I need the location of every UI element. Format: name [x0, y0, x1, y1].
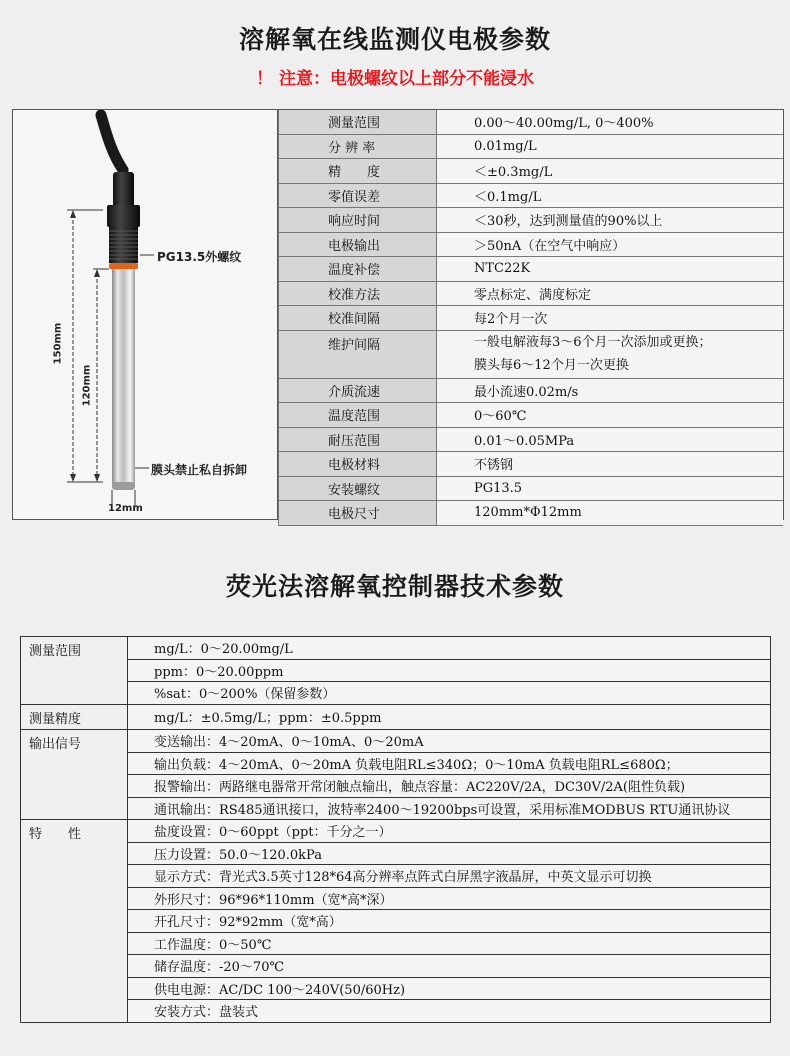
electrode-spec-panel	[12, 109, 784, 523]
spec-value: 显示方式：背光式3.5英寸128*64高分辨率点阵式白屏黑字液晶屏，中英文显示可切换	[128, 865, 771, 888]
param-value: 0.01～0.05MPa	[437, 427, 784, 452]
spec-value: 盐度设置：0～60ppt（ppt：千分之一）	[128, 820, 771, 843]
param-label: 测量范围	[279, 110, 437, 134]
param-value: ＞50nA（在空气中响应）	[437, 232, 784, 257]
param-label: 安装螺纹	[279, 476, 437, 501]
param-label: 温度范围	[279, 403, 437, 428]
table-row	[279, 159, 784, 184]
dim-total-label: 150mm	[52, 322, 64, 365]
table-row	[279, 306, 784, 331]
spec-value: 变送输出：4～20mA、0～10mA、0～20mA	[128, 730, 771, 753]
table-row	[21, 865, 771, 888]
table-row	[279, 378, 784, 403]
controller-title: 荧光法溶解氧控制器技术参数	[225, 572, 564, 601]
group-label: 测量精度	[21, 704, 128, 730]
table-row	[279, 501, 784, 526]
spec-value: 外形尺寸：96*96*110mm（宽*高*深）	[128, 887, 771, 910]
param-label: 零值误差	[279, 183, 437, 208]
spec-value: mg/L：0～20.00mg/L	[128, 637, 771, 660]
param-label: 介质流速	[279, 378, 437, 403]
spec-value: 储存温度：-20～70℃	[128, 955, 771, 978]
group-label: 特 性	[21, 820, 128, 1023]
spec-value: 压力设置：50.0～120.0kPa	[128, 842, 771, 865]
param-value: PG13.5	[437, 476, 784, 501]
table-row	[21, 842, 771, 865]
group-label: 测量范围	[21, 637, 128, 705]
param-value: ＜±0.3mg/L	[437, 159, 784, 184]
param-value: 不锈钢	[437, 452, 784, 477]
table-row	[21, 910, 771, 933]
param-label: 分 辨 率	[279, 134, 437, 159]
controller-params-table	[20, 636, 771, 1023]
spec-value: %sat：0～200%（保留参数）	[128, 682, 771, 705]
probe-drawing	[13, 110, 277, 519]
param-value: 每2个月一次	[437, 306, 784, 331]
table-row	[21, 704, 771, 730]
table-row	[279, 427, 784, 452]
table-row	[279, 403, 784, 428]
param-value: 0～60℃	[437, 403, 784, 428]
table-row	[279, 110, 784, 134]
membrane-label: 膜头禁止私自拆卸	[151, 463, 248, 477]
param-value-line: 膜头每6～12个月一次更换	[474, 358, 629, 373]
table-row	[21, 637, 771, 660]
table-row	[279, 281, 784, 306]
spec-value: mg/L：±0.5mg/L；ppm：±0.5ppm	[128, 704, 771, 730]
param-value: 120mm*Φ12mm	[437, 501, 784, 526]
thread-label: PG13.5外螺纹	[157, 250, 242, 264]
spec-value: 通讯输出：RS485通讯接口，波特率2400～19200bps可设置，采用标准MODBUS RTU通讯协议	[128, 797, 771, 820]
param-value	[437, 330, 784, 378]
table-row	[279, 476, 784, 501]
param-value: 零点标定、满度标定	[437, 281, 784, 306]
param-label: 响应时间	[279, 208, 437, 233]
param-value: 0.00～40.00mg/L, 0～400%	[437, 110, 784, 134]
warning-text: ！ 注意：电极螺纹以上部分不能浸水	[256, 69, 534, 89]
table-row	[279, 183, 784, 208]
param-label: 精 度	[279, 159, 437, 184]
table-row	[21, 730, 771, 753]
electrode-params-table	[278, 110, 783, 526]
param-label: 校准间隔	[279, 306, 437, 331]
dim-diameter-label: 12mm	[108, 503, 143, 514]
dim-body-label: 120mm	[81, 364, 93, 407]
table-row	[21, 955, 771, 978]
table-row	[279, 232, 784, 257]
spec-value: 供电电源：AC/DC 100～240V(50/60Hz)	[128, 977, 771, 1000]
param-value: ＜0.1mg/L	[437, 183, 784, 208]
page-title: 溶解氧在线监测仪电极参数	[238, 25, 551, 54]
table-row	[279, 452, 784, 477]
param-label: 电极材料	[279, 452, 437, 477]
table-row	[279, 208, 784, 233]
table-row	[21, 932, 771, 955]
group-label: 输出信号	[21, 730, 128, 820]
param-value: 0.01mg/L	[437, 134, 784, 159]
table-row	[279, 134, 784, 159]
table-row	[21, 977, 771, 1000]
param-label: 电极尺寸	[279, 501, 437, 526]
param-label: 电极输出	[279, 232, 437, 257]
spec-value: 工作温度：0～50℃	[128, 932, 771, 955]
table-row	[21, 820, 771, 843]
table-row	[21, 659, 771, 682]
spec-value: 开孔尺寸：92*92mm（宽*高）	[128, 910, 771, 933]
table-row	[21, 775, 771, 798]
param-value-line: 一般电解液每3～6个月一次添加或更换；	[474, 335, 712, 350]
param-label: 维护间隔	[279, 330, 437, 378]
table-row	[21, 752, 771, 775]
spec-value: 输出负载：4～20mA、0～20mA 负载电阻RL≤340Ω；0～10mA 负载电阻RL≤680Ω；	[128, 752, 771, 775]
table-row	[21, 682, 771, 705]
param-value: ＜30秒，达到测量值的90%以上	[437, 208, 784, 233]
table-row	[21, 797, 771, 820]
param-label: 耐压范围	[279, 427, 437, 452]
param-label: 温度补偿	[279, 257, 437, 282]
spec-value: 安装方式：盘装式	[128, 1000, 771, 1023]
table-row	[279, 257, 784, 282]
table-row	[21, 1000, 771, 1023]
table-row	[21, 887, 771, 910]
spec-value: ppm：0～20.00ppm	[128, 659, 771, 682]
spec-value: 报警输出：两路继电器常开常闭触点输出，触点容量：AC220V/2A，DC30V/2A(阻性负载)	[128, 775, 771, 798]
table-row	[279, 330, 784, 378]
param-label: 校准方法	[279, 281, 437, 306]
param-value: 最小流速0.02m/s	[437, 378, 784, 403]
param-value: NTC22K	[437, 257, 784, 282]
probe-illustration	[13, 110, 278, 519]
